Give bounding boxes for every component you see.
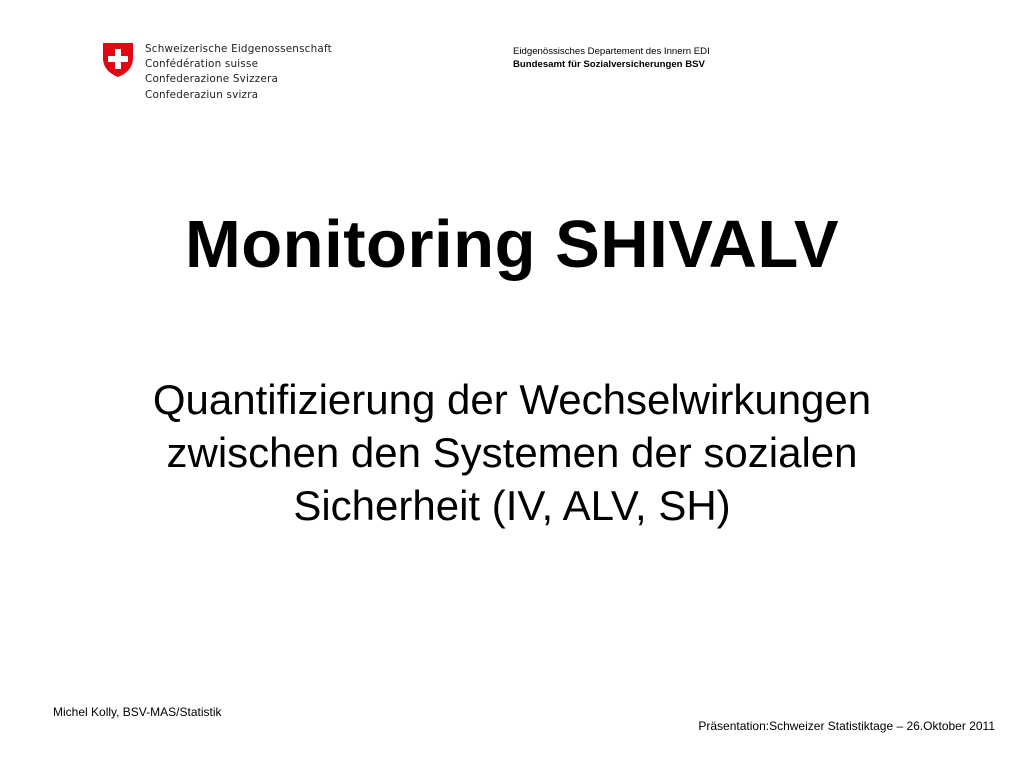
swiss-cross-shield-icon [102,42,134,78]
office-name: Bundesamt für Sozialversicherungen BSV [513,59,705,70]
confederation-name-rm: Confederaziun svizra [145,88,259,101]
footer-author: Michel Kolly, BSV-MAS/Statistik [53,705,222,719]
subtitle-line-2: zwischen den Systemen der sozialen [166,429,858,476]
subtitle-line-1: Quantifizierung der Wechselwirkungen [152,376,872,423]
department-name: Eidgenössisches Departement des Innern EDI [513,46,710,57]
department-info [513,45,710,71]
confederation-name-it: Confederazione Svizzera [145,73,279,86]
slide-subtitle [112,373,912,532]
confederation-names [145,42,332,103]
confederation-name-fr: Confédération suisse [145,58,259,71]
confederation-name-de: Schweizerische Eidgenossenschaft [145,43,332,55]
slide-title: Monitoring SHIVALV [184,207,840,282]
footer-presentation-info: Präsentation:Schweizer Statistiktage – 26.Oktober 2011 [698,719,995,733]
confederation-logo [102,42,342,104]
subtitle-line-3: Sicherheit (IV, ALV, SH) [293,482,731,529]
